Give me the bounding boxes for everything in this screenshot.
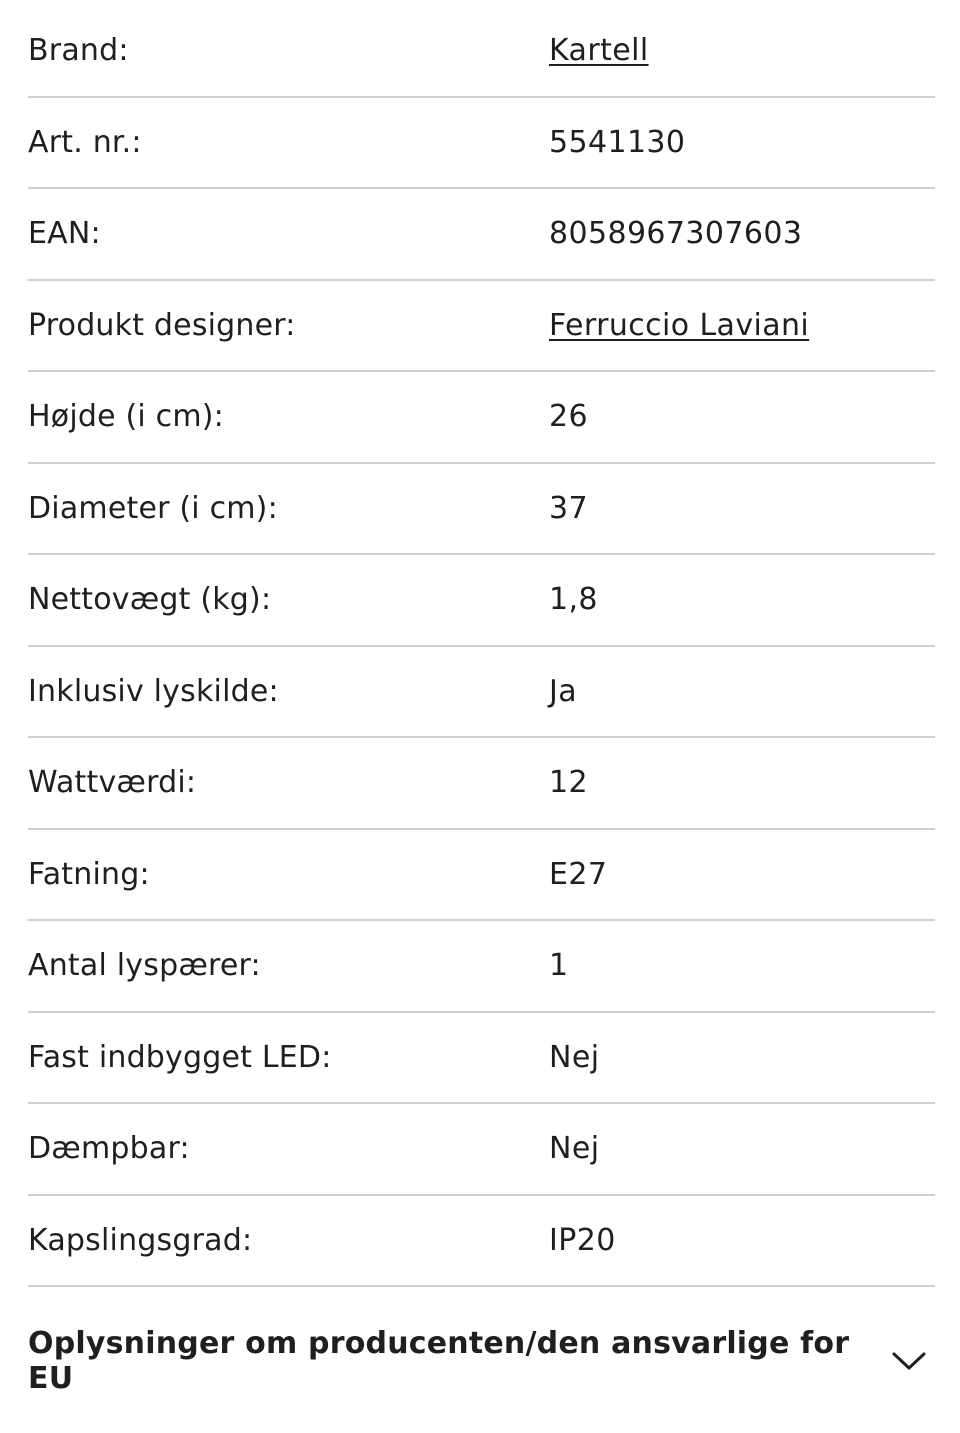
spec-label: Fatning:: [28, 856, 150, 892]
spec-row-light-source-included: [28, 647, 935, 739]
spec-row-designer: [28, 281, 935, 373]
manufacturer-info-accordion[interactable]: [28, 1318, 935, 1404]
spec-value: 26: [549, 399, 588, 435]
spec-row-net-weight: [28, 555, 935, 647]
spec-label: Kapslingsgrad:: [28, 1222, 253, 1258]
spec-row-ip-rating: [28, 1196, 935, 1288]
product-specifications-table: [28, 6, 935, 1287]
spec-label: Wattværdi:: [28, 765, 197, 801]
designer-link[interactable]: Ferruccio Laviani: [549, 307, 810, 343]
accordion-title: Oplysninger om producenten/den ansvarlige for EU: [28, 1326, 850, 1396]
spec-label: Produkt designer:: [28, 307, 296, 343]
spec-value: 1: [549, 948, 569, 984]
chevron-down-icon[interactable]: [892, 1351, 926, 1371]
spec-row-height: [28, 372, 935, 464]
spec-value: 1,8: [549, 582, 598, 618]
spec-row-ean: [28, 189, 935, 281]
spec-value: IP20: [549, 1222, 616, 1258]
spec-label: Brand:: [28, 33, 129, 69]
spec-label: Inklusiv lyskilde:: [28, 673, 279, 709]
spec-row-article-number: [28, 98, 935, 190]
spec-row-brand: [28, 6, 935, 98]
spec-label: Diameter (i cm):: [28, 490, 278, 526]
spec-label: Højde (i cm):: [28, 399, 224, 435]
spec-value: E27: [549, 856, 608, 892]
spec-row-socket: [28, 830, 935, 922]
spec-label: EAN:: [28, 216, 101, 252]
spec-value: 37: [549, 490, 588, 526]
spec-row-integrated-led: [28, 1013, 935, 1105]
spec-label: Art. nr.:: [28, 124, 142, 160]
spec-value: Nej: [549, 1131, 600, 1167]
spec-label: Antal lyspærer:: [28, 948, 261, 984]
spec-row-dimmable: [28, 1104, 935, 1196]
spec-value: 8058967307603: [549, 216, 803, 252]
spec-label: Fast indbygget LED:: [28, 1039, 332, 1075]
spec-value: Ja: [549, 673, 578, 709]
spec-row-bulb-count: [28, 921, 935, 1013]
brand-link[interactable]: Kartell: [549, 33, 649, 69]
spec-value: 5541130: [549, 124, 686, 160]
spec-label: Nettovægt (kg):: [28, 582, 272, 618]
spec-value: Nej: [549, 1039, 600, 1075]
spec-value: 12: [549, 765, 588, 801]
spec-label: Dæmpbar:: [28, 1131, 190, 1167]
spec-row-diameter: [28, 464, 935, 556]
spec-row-wattage: [28, 738, 935, 830]
